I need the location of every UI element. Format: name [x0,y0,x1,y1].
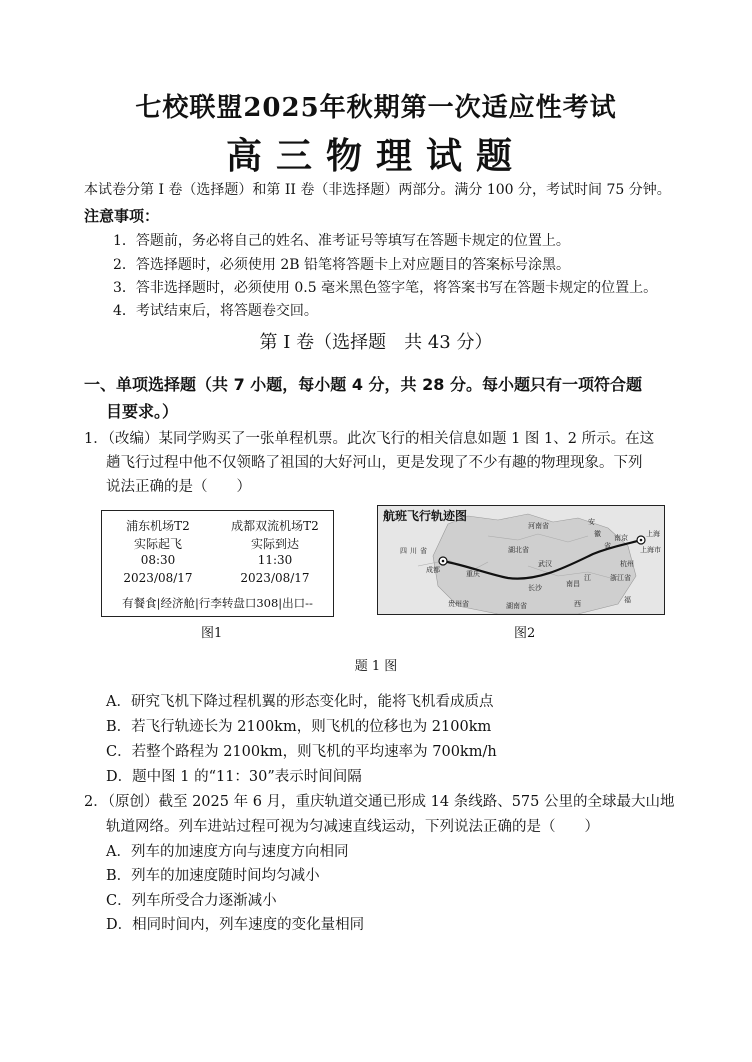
fig1-caption: 图1 [201,626,223,641]
q1-option-a: A．研究飞机下降过程机翼的形态变化时，能将飞机看成质点 [106,694,494,710]
exam-intro: 本试卷分第 I 卷（选择题）和第 II 卷（非选择题）两部分。满分 100 分，考试时间 75 分钟。 [84,182,671,198]
notice-item: 1．答题前，务必将自己的姓名、准考证号等填写在答题卡规定的位置上。 [113,233,570,249]
exam-subtitle: 高三物理试题 [225,135,526,177]
ticket-from-time: 08:30 [140,553,176,567]
map-label: 安 [588,518,595,526]
ticket-from-airport: 浦东机场T2 [126,519,190,533]
ticket-to-time: 11:30 [257,553,293,567]
q1-stem: 说法正确的是（ ） [106,479,251,495]
map-label: 南京 [614,534,628,542]
ticket-to-airport: 成都双流机场T2 [231,519,319,533]
map-label: 贵州省 [448,600,469,608]
map-label: 湖北省 [508,546,529,554]
map-label: 四 [400,547,407,555]
ticket-figure [101,510,334,617]
q2-option-c: C．列车所受合力逐渐减小 [106,893,277,909]
map-label: 河南省 [528,522,549,530]
map-label: 省 [420,547,427,555]
notice-item: 4．考试结束后，将答题卷交回。 [113,303,318,319]
ticket-to-status: 实际到达 [250,537,299,551]
exam-title: 七校联盟2025年秋期第一次适应性考试 [135,93,617,123]
q1-option-d: D．题中图 1 的“11：30”表示时间间隔 [106,769,362,785]
figure-caption: 题 1 图 [354,659,398,674]
map-label: 川 [410,547,417,555]
ticket-from-date: 2023/08/17 [123,571,193,585]
flight-map [378,506,664,614]
q2-stem: 2．（原创）截至 2025 年 6 月，重庆轨道交通已形成 14 条线路、575 公里的全球最大山地 [84,794,675,810]
q2-stem: 轨道网络。列车进站过程可视为匀减速直线运动，下列说法正确的是（ ） [106,819,599,835]
map-label: 浙江省 [610,574,631,582]
map-label: 上海市 [640,546,661,554]
notice-item: 3．答非选择题时，必须使用 0.5 毫米黑色签字笔，将答案书写在答题卡规定的位置上。 [113,280,658,296]
map-label: 湖南省 [506,602,527,610]
map-label: 江 [584,574,591,582]
map-label: 西 [574,600,581,608]
part-heading-cont: 目要求。） [106,402,179,421]
notice-item: 2．答选择题时，必须使用 2B 铅笔将答题卡上对应题目的答案标号涂黑。 [113,257,571,273]
q1-option-c: C．若整个路程为 2100km，则飞机的平均速率为 700km/h [106,744,497,760]
section-title: 第 I 卷（选择题 共 43 分） [259,332,493,353]
map-label: 长沙 [528,584,542,592]
ticket-to-date: 2023/08/17 [240,571,310,585]
map-label: 南昌 [566,580,580,588]
map-label: 徽 [594,530,601,538]
ticket-from-status: 实际起飞 [133,537,182,551]
ticket-footer: 有餐食|经济舱|行李转盘口308|出口-- [122,596,313,610]
map-label: 上海 [646,530,660,538]
map-label: 福 [624,596,631,604]
map-label: 武汉 [538,560,552,568]
q2-option-d: D．相同时间内，列车速度的变化量相同 [106,917,365,933]
q1-stem: 趟飞行过程中他不仅领略了祖国的大好河山，更是发现了不少有趣的物理现象。下列 [106,455,643,471]
notice-heading: 注意事项： [84,207,160,225]
q2-option-a: A．列车的加速度方向与速度方向相同 [106,844,349,860]
fig2-caption: 图2 [514,626,536,641]
q2-option-b: B．列车的加速度随时间均匀减小 [106,868,320,884]
map-label: 重庆 [466,570,480,578]
q1-option-b: B．若飞行轨迹长为 2100km，则飞机的位移也为 2100km [106,719,492,735]
flight-map-figure [377,505,665,615]
map-label: 杭州 [620,560,634,568]
part-heading: 一、单项选择题（共 7 小题，每小题 4 分，共 28 分。每小题只有一项符合题 [84,375,642,394]
map-label: 省 [604,542,611,550]
q1-stem: 1．（改编）某同学购买了一张单程机票。此次飞行的相关信息如题 1 图 1、2 所示。在这 [84,431,655,447]
map-title: 航班飞行轨迹图 [383,509,468,523]
map-label: 成都 [426,566,440,574]
